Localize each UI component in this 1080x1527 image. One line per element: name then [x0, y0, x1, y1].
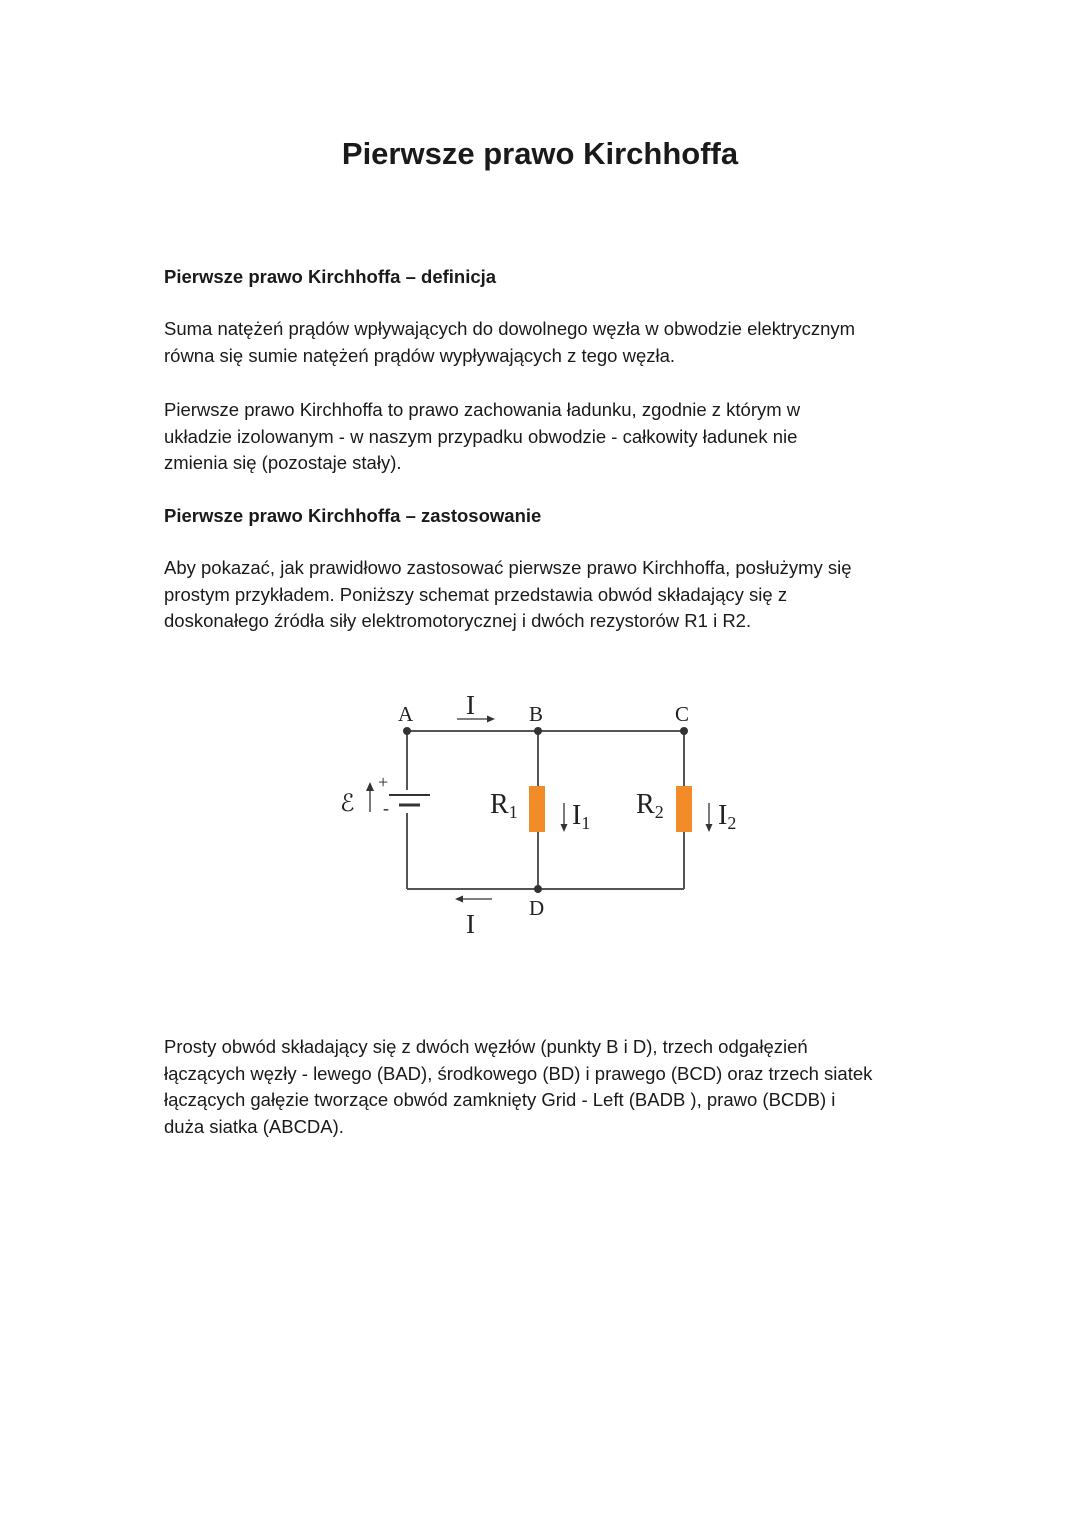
emf-label: ℰ	[340, 791, 355, 817]
r1-label	[490, 789, 518, 822]
plus-sign: +	[378, 772, 389, 792]
node-d-dot	[534, 885, 542, 893]
i2-label	[718, 800, 736, 833]
section-heading-application: Pierwsze prawo Kirchhoffa – zastosowanie	[164, 505, 542, 526]
i2-subscript: 2	[727, 813, 737, 833]
minus-sign: -	[383, 798, 389, 818]
text-line: Prosty obwód składający się z dwóch węzłów (punkty B i D), trzech odgałęzień	[164, 1036, 808, 1057]
node-c-label: C	[675, 702, 690, 726]
text-line: Pierwsze prawo Kirchhoffa to prawo zachowania ładunku, zgodnie z którym w	[164, 399, 801, 420]
battery-symbol	[389, 795, 430, 812]
i2-arrow	[706, 803, 713, 832]
text-line: prostym przykładem. Poniższy schemat przedstawia obwód składający się z	[164, 583, 788, 605]
current-top-label: I	[466, 690, 475, 720]
text-line: równa się sumie natężeń prądów wypływających z tego węzła.	[164, 344, 676, 366]
i1-letter: I	[572, 800, 582, 831]
emf-arrow	[366, 782, 374, 812]
circuit-description-paragraph	[164, 1034, 944, 1140]
text-line: łączących gałęzie tworzące obwód zamknięty Grid - Left (BADB ), prawo (BCDB) i	[164, 1089, 836, 1110]
node-b-dot	[534, 727, 542, 735]
i1-subscript: 1	[581, 813, 591, 833]
circuit-diagram	[320, 690, 780, 950]
r1-letter: R	[490, 789, 509, 820]
r2-label	[636, 789, 664, 822]
resistor-r2	[676, 786, 692, 832]
text-line: układzie izolowanym - w naszym przypadku obwodzie - całkowity ładunek nie	[164, 425, 798, 447]
node-c-dot	[680, 727, 688, 735]
section-heading-definition: Pierwsze prawo Kirchhoffa – definicja	[164, 266, 497, 287]
r2-subscript: 2	[654, 802, 664, 822]
definition-paragraph	[164, 316, 944, 369]
i1-arrow	[561, 803, 568, 832]
resistor-r1	[529, 786, 545, 832]
r2-letter: R	[636, 789, 655, 820]
node-a-label: A	[398, 702, 414, 726]
application-paragraph	[164, 555, 944, 635]
current-top-arrow	[457, 716, 495, 723]
i2-letter: I	[718, 800, 728, 831]
text-line: zmienia się (pozostaje stały).	[164, 452, 402, 473]
text-line: duża siatka (ABCDA).	[164, 1115, 344, 1137]
r1-subscript: 1	[508, 802, 518, 822]
text-line: Suma natężeń prądów wpływających do dowolnego węzła w obwodzie elektrycznym	[164, 318, 856, 339]
node-b-label: B	[529, 702, 544, 726]
node-a-dot	[403, 727, 411, 735]
i1-label	[572, 800, 590, 833]
text-line: łączących węzły - lewego (BAD), środkowego (BD) i prawego (BCD) oraz trzech siatek	[164, 1062, 873, 1084]
text-line: doskonałego źródła siły elektromotorycznej i dwóch rezystorów R1 i R2.	[164, 610, 752, 631]
current-bottom-label: I	[466, 909, 475, 939]
conservation-paragraph	[164, 397, 944, 477]
node-d-label: D	[529, 896, 545, 920]
page-title: Pierwsze prawo Kirchhoffa	[341, 136, 739, 171]
current-bottom-arrow	[455, 896, 492, 903]
text-line: Aby pokazać, jak prawidłowo zastosować pierwsze prawo Kirchhoffa, posłużymy się	[164, 557, 852, 578]
